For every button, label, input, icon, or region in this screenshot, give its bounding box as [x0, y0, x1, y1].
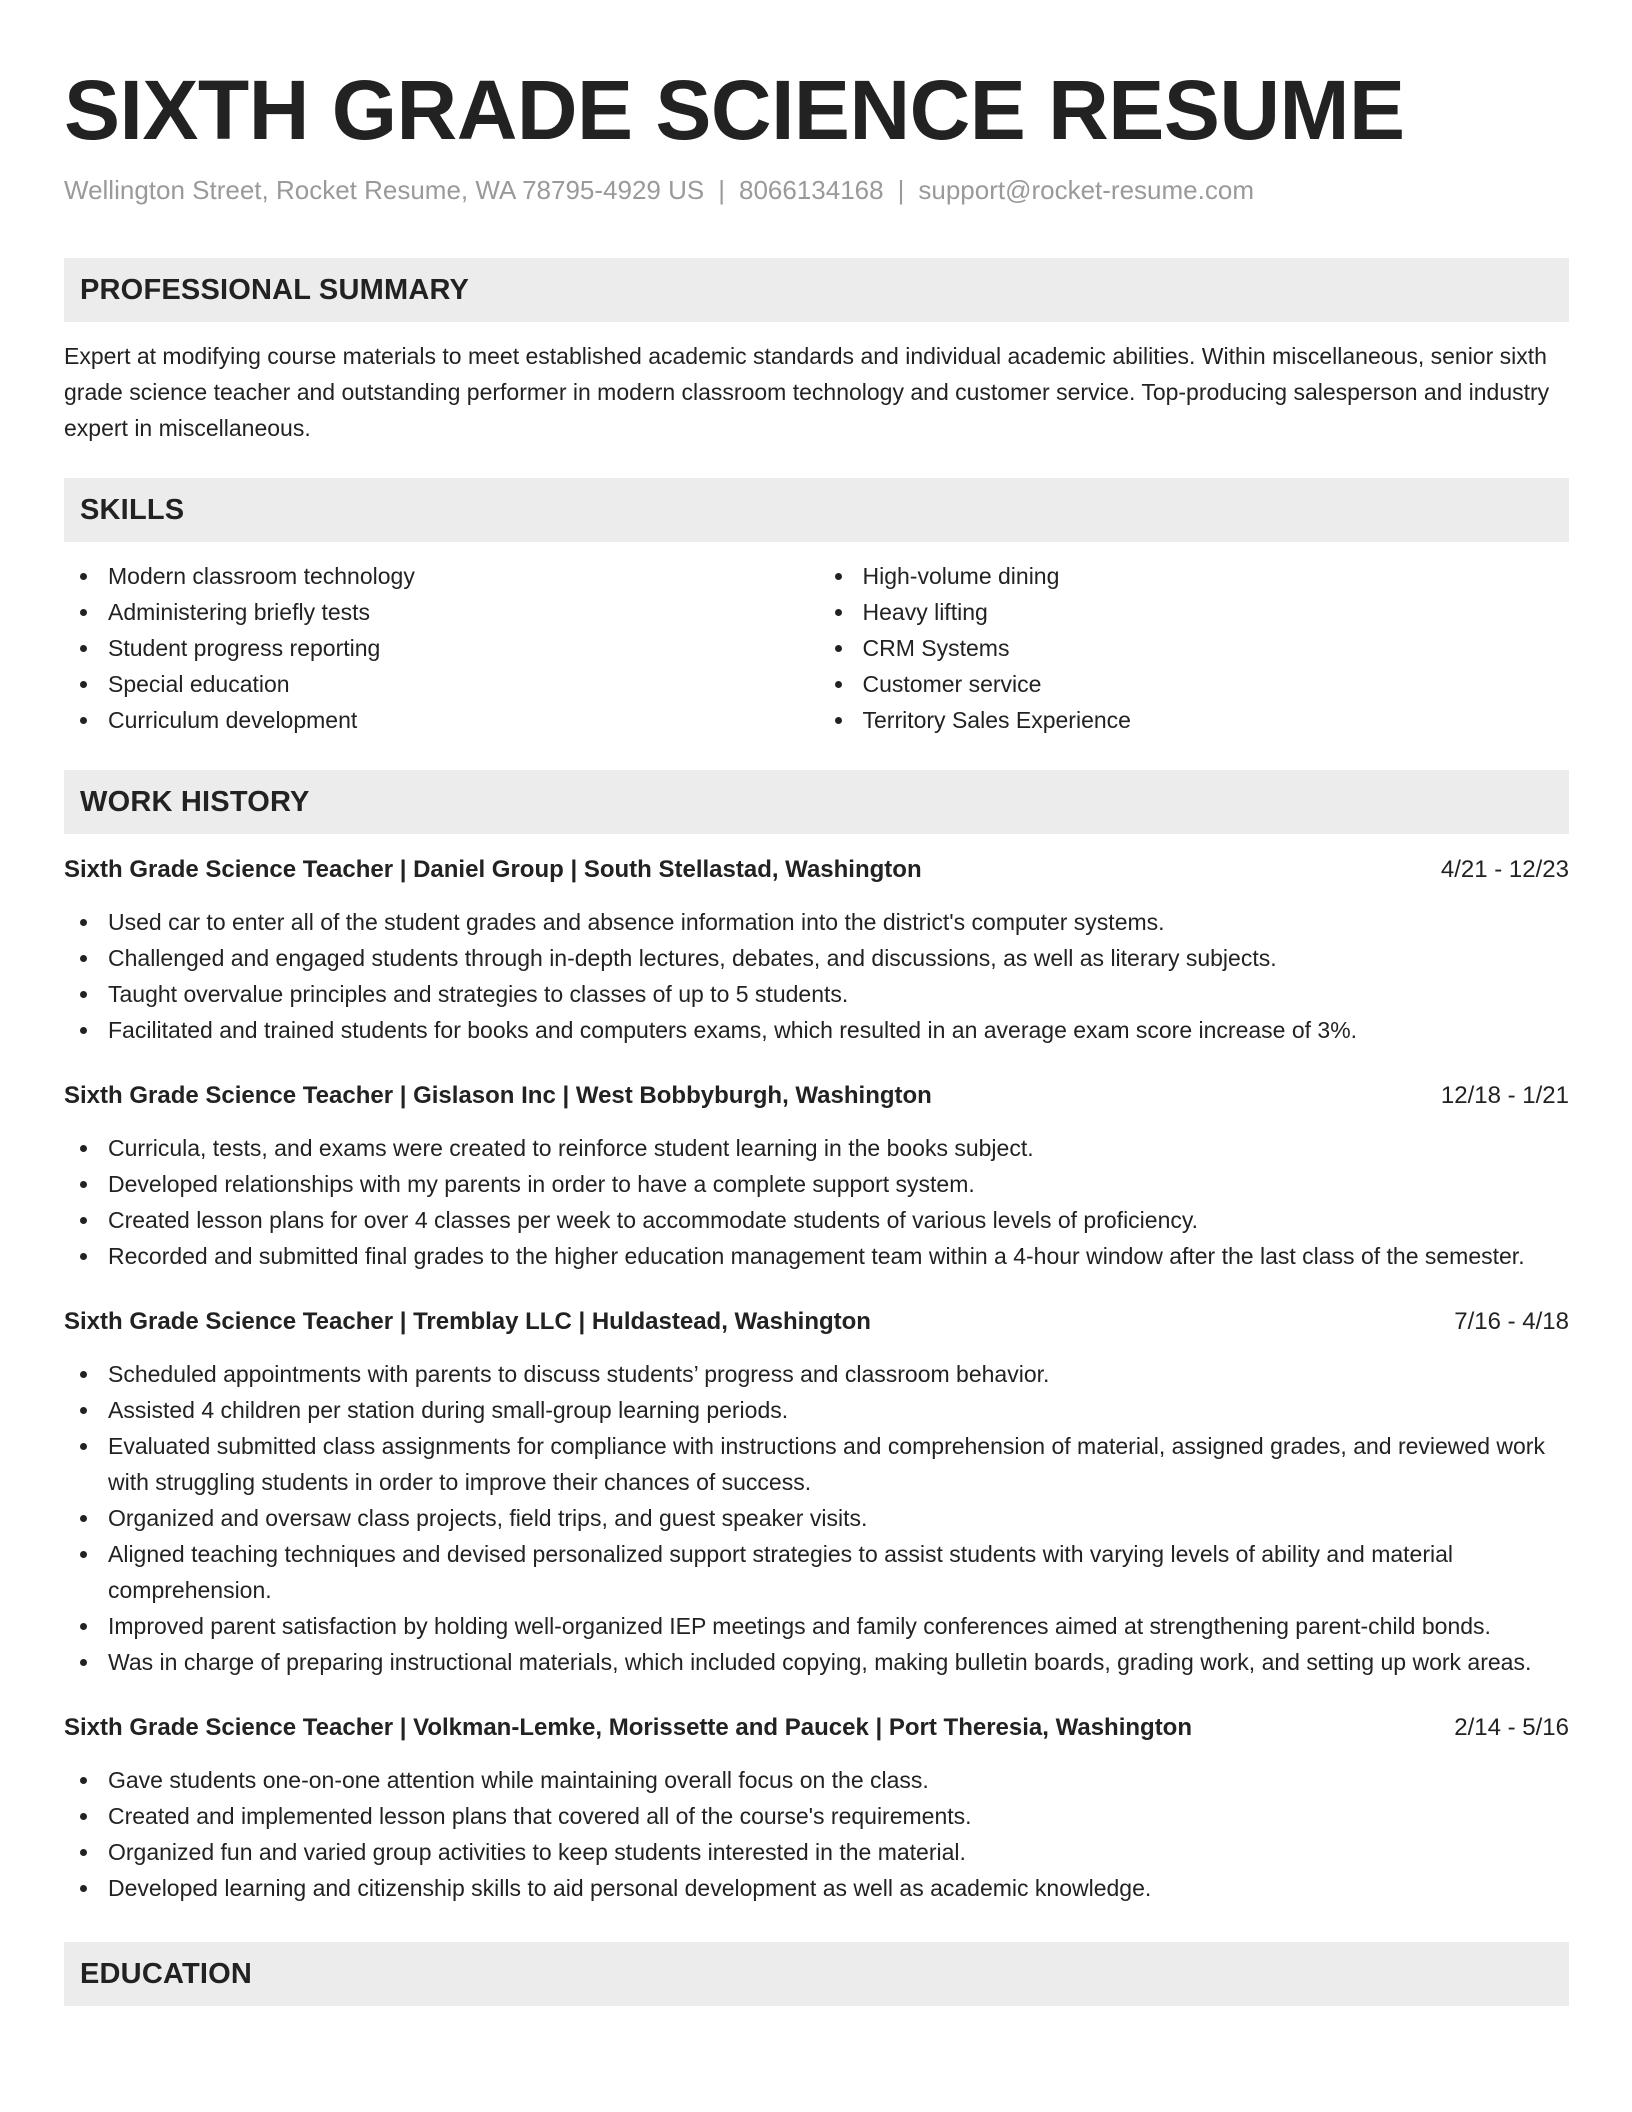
- job-bullets: [64, 1130, 1569, 1274]
- skill-item: Curriculum development: [64, 702, 817, 738]
- skills-list: [64, 558, 1569, 738]
- job-bullet: Used car to enter all of the student grades and absence information into the district's computer systems.: [64, 904, 1569, 940]
- contact-address: Wellington Street, Rocket Resume, WA 78795-4929 US: [64, 175, 705, 205]
- job-bullet: Evaluated submitted class assignments for compliance with instructions and comprehension of material, assigned grades, and reviewed work with struggling students in order to improve their chances of success.: [64, 1428, 1569, 1500]
- job-bullet: Curricula, tests, and exams were created to reinforce student learning in the books subject.: [64, 1130, 1569, 1166]
- section-heading-work-history: WORK HISTORY: [64, 770, 1569, 834]
- job-dates: 4/21 - 12/23: [1440, 856, 1569, 883]
- job-bullet: Assisted 4 children per station during small-group learning periods.: [64, 1392, 1569, 1428]
- job-title: Sixth Grade Science Teacher | Volkman-Lemke, Morissette and Paucek | Port Theresia, Washington: [64, 1714, 1192, 1741]
- job-entry: [64, 1710, 1569, 1906]
- job-bullet: Challenged and engaged students through in-depth lectures, debates, and discussions, as well as literary subjects.: [64, 940, 1569, 976]
- job-dates: 12/18 - 1/21: [1440, 1082, 1569, 1109]
- job-bullet: Organized and oversaw class projects, field trips, and guest speaker visits.: [64, 1500, 1569, 1536]
- contact-separator: |: [718, 175, 725, 205]
- job-title: Sixth Grade Science Teacher | Daniel Group | South Stellastad, Washington: [64, 856, 922, 883]
- job-entry: [64, 1078, 1569, 1274]
- contact-email: support@rocket-resume.com: [918, 175, 1254, 205]
- job-bullet: Gave students one-on-one attention while maintaining overall focus on the class.: [64, 1762, 1569, 1798]
- skill-item: Customer service: [819, 666, 1570, 702]
- job-bullet: Improved parent satisfaction by holding well-organized IEP meetings and family conferences aimed at strengthening parent-child bonds.: [64, 1608, 1569, 1644]
- summary-text: Expert at modifying course materials to meet established academic standards and individual academic abilities. Within miscellaneous, senior sixth grade science teacher and outstanding performer in modern classroom technology and customer service. Top-producing salesperson and industry expert in miscellaneous.: [64, 343, 1550, 441]
- job-header: [64, 1304, 1569, 1340]
- job-header: [64, 1710, 1569, 1746]
- skill-item: Heavy lifting: [819, 594, 1570, 630]
- job-bullet: Recorded and submitted final grades to the higher education management team within a 4-hour window after the last class of the semester.: [64, 1238, 1569, 1274]
- contact-phone: 8066134168: [738, 175, 884, 205]
- job-bullets: [64, 1356, 1569, 1680]
- job-bullet: Developed learning and citizenship skills to aid personal development as well as academic knowledge.: [64, 1870, 1569, 1906]
- job-entry: [64, 1304, 1569, 1680]
- skill-item: Administering briefly tests: [64, 594, 817, 630]
- skill-item: Territory Sales Experience: [819, 702, 1570, 738]
- job-title: Sixth Grade Science Teacher | Tremblay LLC | Huldastead, Washington: [64, 1308, 871, 1335]
- job-bullet: Aligned teaching techniques and devised personalized support strategies to assist students with varying levels of ability and material comprehension.: [64, 1536, 1569, 1608]
- job-bullet: Was in charge of preparing instructional materials, which included copying, making bulletin boards, grading work, and setting up work areas.: [64, 1644, 1569, 1680]
- skills-column-right: [817, 558, 1570, 738]
- skill-item: Modern classroom technology: [64, 558, 817, 594]
- job-bullet: Facilitated and trained students for books and computers exams, which resulted in an average exam score increase of 3%.: [64, 1012, 1569, 1048]
- job-dates: 7/16 - 4/18: [1454, 1308, 1569, 1335]
- skill-item: Special education: [64, 666, 817, 702]
- job-header: [64, 852, 1569, 888]
- job-dates: 2/14 - 5/16: [1454, 1714, 1569, 1741]
- resume-name: SIXTH GRADE SCIENCE RESUME: [64, 63, 1405, 157]
- contact-separator: |: [897, 175, 905, 205]
- job-bullets: [64, 1762, 1569, 1906]
- job-bullet: Scheduled appointments with parents to discuss students’ progress and classroom behavior.: [64, 1356, 1569, 1392]
- contact-line: [64, 172, 1569, 208]
- skill-item: High-volume dining: [819, 558, 1570, 594]
- skill-item: Student progress reporting: [64, 630, 817, 666]
- job-bullets: [64, 904, 1569, 1048]
- section-heading-education: EDUCATION: [64, 1942, 1569, 2006]
- job-bullet: Taught overvalue principles and strategies to classes of up to 5 students.: [64, 976, 1569, 1012]
- job-title: Sixth Grade Science Teacher | Gislason Inc | West Bobbyburgh, Washington: [64, 1082, 932, 1109]
- job-bullet: Organized fun and varied group activities to keep students interested in the material.: [64, 1834, 1569, 1870]
- job-bullet: Created lesson plans for over 4 classes per week to accommodate students of various levels of proficiency.: [64, 1202, 1569, 1238]
- job-header: [64, 1078, 1569, 1114]
- section-heading-summary: PROFESSIONAL SUMMARY: [64, 258, 1569, 322]
- job-entry: [64, 852, 1569, 1048]
- section-heading-skills: SKILLS: [64, 478, 1569, 542]
- skill-item: CRM Systems: [819, 630, 1570, 666]
- job-bullet: Developed relationships with my parents in order to have a complete support system.: [64, 1166, 1569, 1202]
- skills-column-left: [64, 558, 817, 738]
- job-bullet: Created and implemented lesson plans that covered all of the course's requirements.: [64, 1798, 1569, 1834]
